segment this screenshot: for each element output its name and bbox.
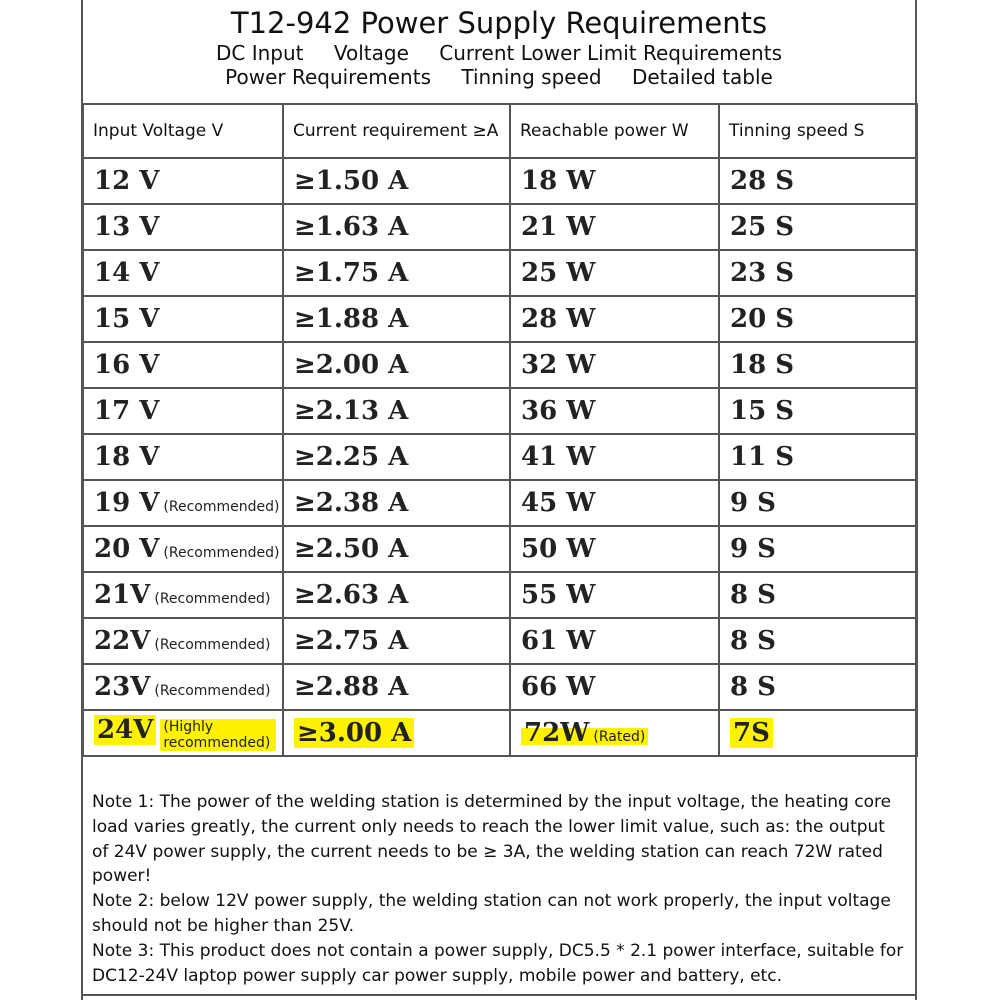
current-value: ≥2.50 A bbox=[294, 534, 409, 564]
subtitle-item: Detailed table bbox=[631, 65, 773, 89]
current-value: ≥2.00 A bbox=[294, 350, 409, 380]
power-cell bbox=[510, 710, 719, 756]
speed-cell bbox=[719, 480, 917, 526]
requirements-table bbox=[82, 103, 918, 757]
table-body bbox=[83, 158, 917, 756]
current-cell bbox=[283, 572, 510, 618]
current-cell bbox=[283, 388, 510, 434]
subtitle-item: Power Requirements bbox=[225, 65, 431, 89]
power-value: 50 W bbox=[521, 534, 596, 564]
power-value: 66 W bbox=[521, 672, 596, 702]
speed-cell bbox=[719, 342, 917, 388]
column-header: Input Voltage V bbox=[83, 104, 283, 158]
power-value: 32 W bbox=[521, 350, 596, 380]
table-row bbox=[83, 250, 917, 296]
voltage-note: (Recommended) bbox=[163, 545, 280, 561]
speed-value: 20 S bbox=[730, 304, 795, 334]
page-title: T12-942 Power Supply Requirements bbox=[230, 6, 768, 40]
power-note: (Rated) bbox=[593, 729, 646, 745]
speed-cell bbox=[719, 296, 917, 342]
power-value: 55 W bbox=[521, 580, 596, 610]
power-wrap bbox=[521, 580, 596, 610]
notes-section bbox=[82, 784, 916, 994]
voltage-value: 17 V bbox=[94, 396, 160, 426]
power-value: 36 W bbox=[521, 396, 596, 426]
current-value: ≥1.63 A bbox=[294, 212, 409, 242]
table-row bbox=[83, 618, 917, 664]
current-value: ≥2.25 A bbox=[294, 442, 409, 472]
speed-cell bbox=[719, 434, 917, 480]
bottom-divider bbox=[81, 994, 917, 996]
power-wrap bbox=[521, 350, 596, 380]
voltage-cell bbox=[83, 158, 283, 204]
power-value: 72W bbox=[524, 718, 590, 748]
column-header: Current requirement ≥A bbox=[283, 104, 510, 158]
subtitle-item: Current Lower Limit Requirements bbox=[439, 41, 782, 65]
current-value: ≥2.75 A bbox=[294, 626, 409, 656]
power-cell bbox=[510, 480, 719, 526]
power-cell bbox=[510, 572, 719, 618]
table-row bbox=[83, 434, 917, 480]
table-row bbox=[83, 342, 917, 388]
speed-cell bbox=[719, 618, 917, 664]
power-wrap bbox=[521, 304, 596, 334]
power-wrap bbox=[521, 396, 596, 426]
table-row bbox=[83, 388, 917, 434]
speed-value: 9 S bbox=[730, 488, 776, 518]
power-wrap bbox=[521, 166, 596, 196]
current-cell bbox=[283, 250, 510, 296]
voltage-note: (Highly recommended) bbox=[160, 719, 276, 751]
power-wrap bbox=[521, 718, 648, 748]
table-row bbox=[83, 710, 917, 756]
power-cell bbox=[510, 434, 719, 480]
speed-cell bbox=[719, 204, 917, 250]
voltage-value: 23V bbox=[94, 672, 151, 702]
speed-value: 8 S bbox=[730, 626, 776, 656]
speed-cell bbox=[719, 664, 917, 710]
current-cell bbox=[283, 204, 510, 250]
current-value: ≥2.63 A bbox=[294, 580, 409, 610]
speed-value: 11 S bbox=[730, 442, 795, 472]
current-cell bbox=[283, 158, 510, 204]
current-value: ≥1.88 A bbox=[294, 304, 409, 334]
current-cell bbox=[283, 664, 510, 710]
power-cell bbox=[510, 204, 719, 250]
voltage-cell bbox=[83, 480, 283, 526]
power-value: 25 W bbox=[521, 258, 596, 288]
voltage-cell bbox=[83, 250, 283, 296]
speed-cell bbox=[719, 388, 917, 434]
voltage-value: 13 V bbox=[94, 212, 160, 242]
voltage-value: 22V bbox=[94, 626, 151, 656]
voltage-value: 21V bbox=[94, 580, 151, 610]
speed-cell bbox=[719, 572, 917, 618]
table-header-row bbox=[83, 104, 917, 158]
voltage-note: (Recommended) bbox=[154, 683, 271, 699]
power-cell bbox=[510, 526, 719, 572]
voltage-cell bbox=[83, 434, 283, 480]
voltage-cell bbox=[83, 388, 283, 434]
speed-cell bbox=[719, 526, 917, 572]
power-cell bbox=[510, 250, 719, 296]
voltage-note: (Recommended) bbox=[163, 499, 280, 515]
table-row bbox=[83, 664, 917, 710]
current-value: ≥2.38 A bbox=[294, 488, 409, 518]
voltage-value: 18 V bbox=[94, 442, 160, 472]
current-value: ≥1.50 A bbox=[294, 166, 409, 196]
power-value: 41 W bbox=[521, 442, 596, 472]
subtitle-item: DC Input bbox=[216, 41, 304, 65]
power-value: 18 W bbox=[521, 166, 596, 196]
table-row bbox=[83, 480, 917, 526]
voltage-value: 16 V bbox=[94, 350, 160, 380]
voltage-cell bbox=[83, 526, 283, 572]
note-1: Note 1: The power of the welding station is determined by the input voltage, the heating core load varies greatly, the current only needs to reach the lower limit value, such as: the output of 24V power supply, the current needs to be ≥ 3A, the welding station can reach 72W rated power! bbox=[92, 792, 892, 887]
speed-cell bbox=[719, 250, 917, 296]
speed-cell bbox=[719, 710, 917, 756]
header bbox=[81, 0, 917, 103]
voltage-note: (Recommended) bbox=[154, 591, 271, 607]
speed-value: 8 S bbox=[730, 672, 776, 702]
current-cell bbox=[283, 618, 510, 664]
current-cell bbox=[283, 526, 510, 572]
subtitle-item: Voltage bbox=[333, 41, 409, 65]
power-cell bbox=[510, 664, 719, 710]
subtitle-line-2 bbox=[81, 65, 917, 89]
table-row bbox=[83, 158, 917, 204]
voltage-note: (Recommended) bbox=[154, 637, 271, 653]
speed-value: 15 S bbox=[730, 396, 795, 426]
voltage-value: 12 V bbox=[94, 166, 160, 196]
power-value: 21 W bbox=[521, 212, 596, 242]
speed-value: 25 S bbox=[730, 212, 795, 242]
voltage-value: 24V bbox=[94, 715, 156, 745]
power-wrap bbox=[521, 258, 596, 288]
voltage-value: 19 V bbox=[94, 488, 160, 518]
table-row bbox=[83, 572, 917, 618]
subtitle-line-1 bbox=[81, 41, 917, 65]
power-value: 28 W bbox=[521, 304, 596, 334]
voltage-value: 20 V bbox=[94, 534, 160, 564]
column-header: Reachable power W bbox=[510, 104, 719, 158]
voltage-cell bbox=[83, 664, 283, 710]
power-wrap bbox=[521, 212, 596, 242]
current-value: ≥1.75 A bbox=[294, 258, 409, 288]
voltage-value: 14 V bbox=[94, 258, 160, 288]
speed-value: 18 S bbox=[730, 350, 795, 380]
voltage-cell bbox=[83, 296, 283, 342]
speed-value: 9 S bbox=[730, 534, 776, 564]
speed-value: 23 S bbox=[730, 258, 795, 288]
current-value: ≥2.13 A bbox=[294, 396, 409, 426]
power-cell bbox=[510, 342, 719, 388]
note-3: Note 3: This product does not contain a power supply, DC5.5 * 2.1 power interface, suitable for DC12-24V laptop power supply car power supply, mobile power and battery, etc. bbox=[92, 940, 904, 986]
speed-value: 28 S bbox=[730, 166, 795, 196]
power-wrap bbox=[521, 534, 596, 564]
speed-cell bbox=[719, 158, 917, 204]
voltage-cell bbox=[83, 618, 283, 664]
current-value: ≥2.88 A bbox=[294, 672, 409, 702]
note-2: Note 2: below 12V power supply, the welding station can not work properly, the input voltage should not be higher than 25V. bbox=[92, 891, 891, 936]
voltage-cell bbox=[83, 342, 283, 388]
current-value: ≥3.00 A bbox=[294, 718, 414, 748]
current-cell bbox=[283, 710, 510, 756]
voltage-cell bbox=[83, 204, 283, 250]
power-value: 45 W bbox=[521, 488, 596, 518]
power-cell bbox=[510, 618, 719, 664]
voltage-cell bbox=[83, 710, 283, 756]
power-cell bbox=[510, 296, 719, 342]
current-cell bbox=[283, 296, 510, 342]
table-row bbox=[83, 204, 917, 250]
subtitle-item: Tinning speed bbox=[461, 65, 602, 89]
voltage-cell bbox=[83, 572, 283, 618]
voltage-value: 15 V bbox=[94, 304, 160, 334]
current-cell bbox=[283, 434, 510, 480]
speed-value: 8 S bbox=[730, 580, 776, 610]
power-cell bbox=[510, 388, 719, 434]
table-row bbox=[83, 296, 917, 342]
current-cell bbox=[283, 342, 510, 388]
speed-value: 7S bbox=[730, 718, 773, 748]
power-wrap bbox=[521, 626, 596, 656]
column-header: Tinning speed S bbox=[719, 104, 917, 158]
power-wrap bbox=[521, 672, 596, 702]
power-cell bbox=[510, 158, 719, 204]
power-wrap bbox=[521, 488, 596, 518]
power-wrap bbox=[521, 442, 596, 472]
table-row bbox=[83, 526, 917, 572]
power-value: 61 W bbox=[521, 626, 596, 656]
current-cell bbox=[283, 480, 510, 526]
